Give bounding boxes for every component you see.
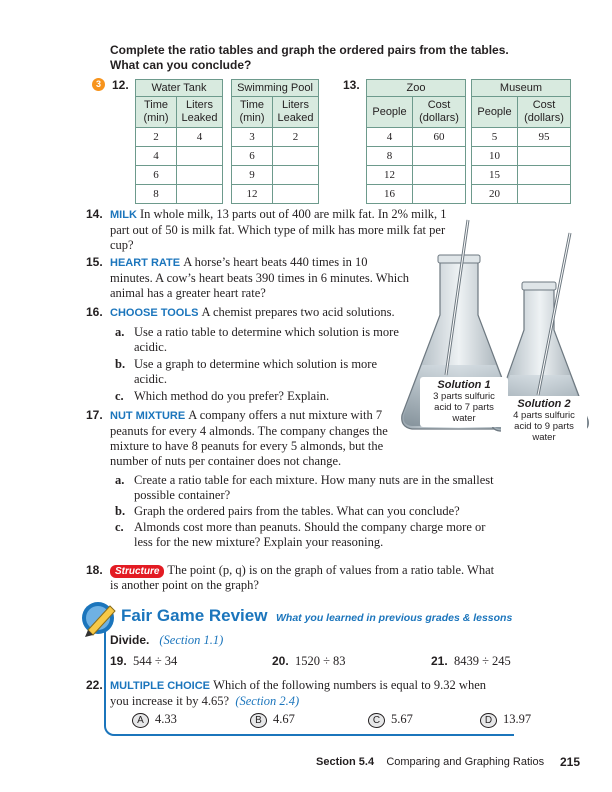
instructions: Complete the ratio tables and graph the ordered pairs from the tables. What can you conclude? [110, 43, 509, 72]
choice-a[interactable]: A 4.33 [132, 712, 177, 728]
problem-16c: c. Which method do you prefer? Explain. [115, 389, 330, 403]
problem-21: 21. 8439 ÷ 245 [431, 654, 511, 668]
problem-17c: c. Almonds cost more than peanuts. Should the company charge more or less for the new mixture? Explain your reasoning. [115, 520, 486, 549]
problem-17b: b. Graph the ordered pairs from the tables. What can you conclude? [115, 504, 460, 518]
fair-game-subtitle: What you learned in previous grades & lessons [276, 612, 513, 624]
structure-tag: Structure [110, 565, 164, 578]
table-title: Swimming Pool [232, 80, 319, 97]
table-title: Museum [472, 80, 571, 97]
choice-d[interactable]: D 13.97 [480, 712, 531, 728]
fair-game-title: Fair Game Review [121, 606, 268, 625]
problem-17a: a. Create a ratio table for each mixture. How many nuts are in the smallest possible container? [115, 473, 494, 502]
table-title: Water Tank [136, 80, 223, 97]
level-badge: 3 [92, 78, 105, 91]
solution-2-label: Solution 2 4 parts sulfuric acid to 9 parts water [501, 396, 587, 446]
problem-15: 15. HEART RATE A horse’s heart beats 440 times in 10 minutes. A cow’s heart beats 390 times in 6 minutes. Which animal has a greater heart rate? [86, 255, 410, 300]
water-tank-table: Water Tank Time (min) Liters Leaked 2 4 4 6 8 [135, 79, 223, 204]
problem-12-number: 12. [112, 78, 129, 92]
problem-22: 22. MULTIPLE CHOICE Which of the following numbers is equal to 9.32 when you increase it by 4.65? (Section 2.4) [86, 678, 487, 708]
divide-heading: Divide. (Section 1.1) [110, 633, 224, 647]
footer-section: Section 5.4 [316, 756, 375, 768]
problem-14: 14. MILK In whole milk, 13 parts out of 400 are milk fat. In 2% milk, 1 part out of 50 is milk fat. Which type of milk has more milk fat per cup? [86, 207, 447, 252]
table-title: Zoo [367, 80, 466, 97]
choice-b[interactable]: B 4.67 [250, 712, 295, 728]
zoo-table: Zoo People Cost (dollars) 4 60 8 12 16 [366, 79, 466, 204]
problem-18: 18. Structure The point (p, q) is on the graph of values from a ratio table. What is another point on the graph? [86, 563, 495, 592]
solution-1-label: Solution 1 3 parts sulfuric acid to 7 parts water [420, 377, 508, 427]
problem-16a: a. Use a ratio table to determine which solution is more acidic. [115, 325, 399, 354]
problem-20: 20. 1520 ÷ 83 [272, 654, 346, 668]
page-number: 215 [560, 755, 581, 769]
problem-17: 17. NUT MIXTURE A company offers a nut mixture with 7 peanuts for every 4 almonds. The company changes the mixture to have 8 peanuts for every 5 almonds, but the number of nuts per container does not change. [86, 408, 388, 468]
footer-title: Comparing and Graphing Ratios [386, 756, 545, 768]
choice-c[interactable]: C 5.67 [368, 712, 413, 728]
problem-16: 16. CHOOSE TOOLS A chemist prepares two acid solutions. [86, 305, 395, 319]
footer [316, 756, 544, 768]
problem-16b: b. Use a graph to determine which solution is more acidic. [115, 357, 377, 386]
swimming-pool-table: Swimming Pool Time (min) Liters Leaked 3 2 6 9 12 [231, 79, 319, 204]
problem-13-number: 13. [343, 78, 360, 92]
pencil-icon [80, 598, 120, 638]
problem-19: 19. 544 ÷ 34 [110, 654, 178, 668]
museum-table: Museum People Cost (dollars) 5 95 10 15 20 [471, 79, 571, 204]
